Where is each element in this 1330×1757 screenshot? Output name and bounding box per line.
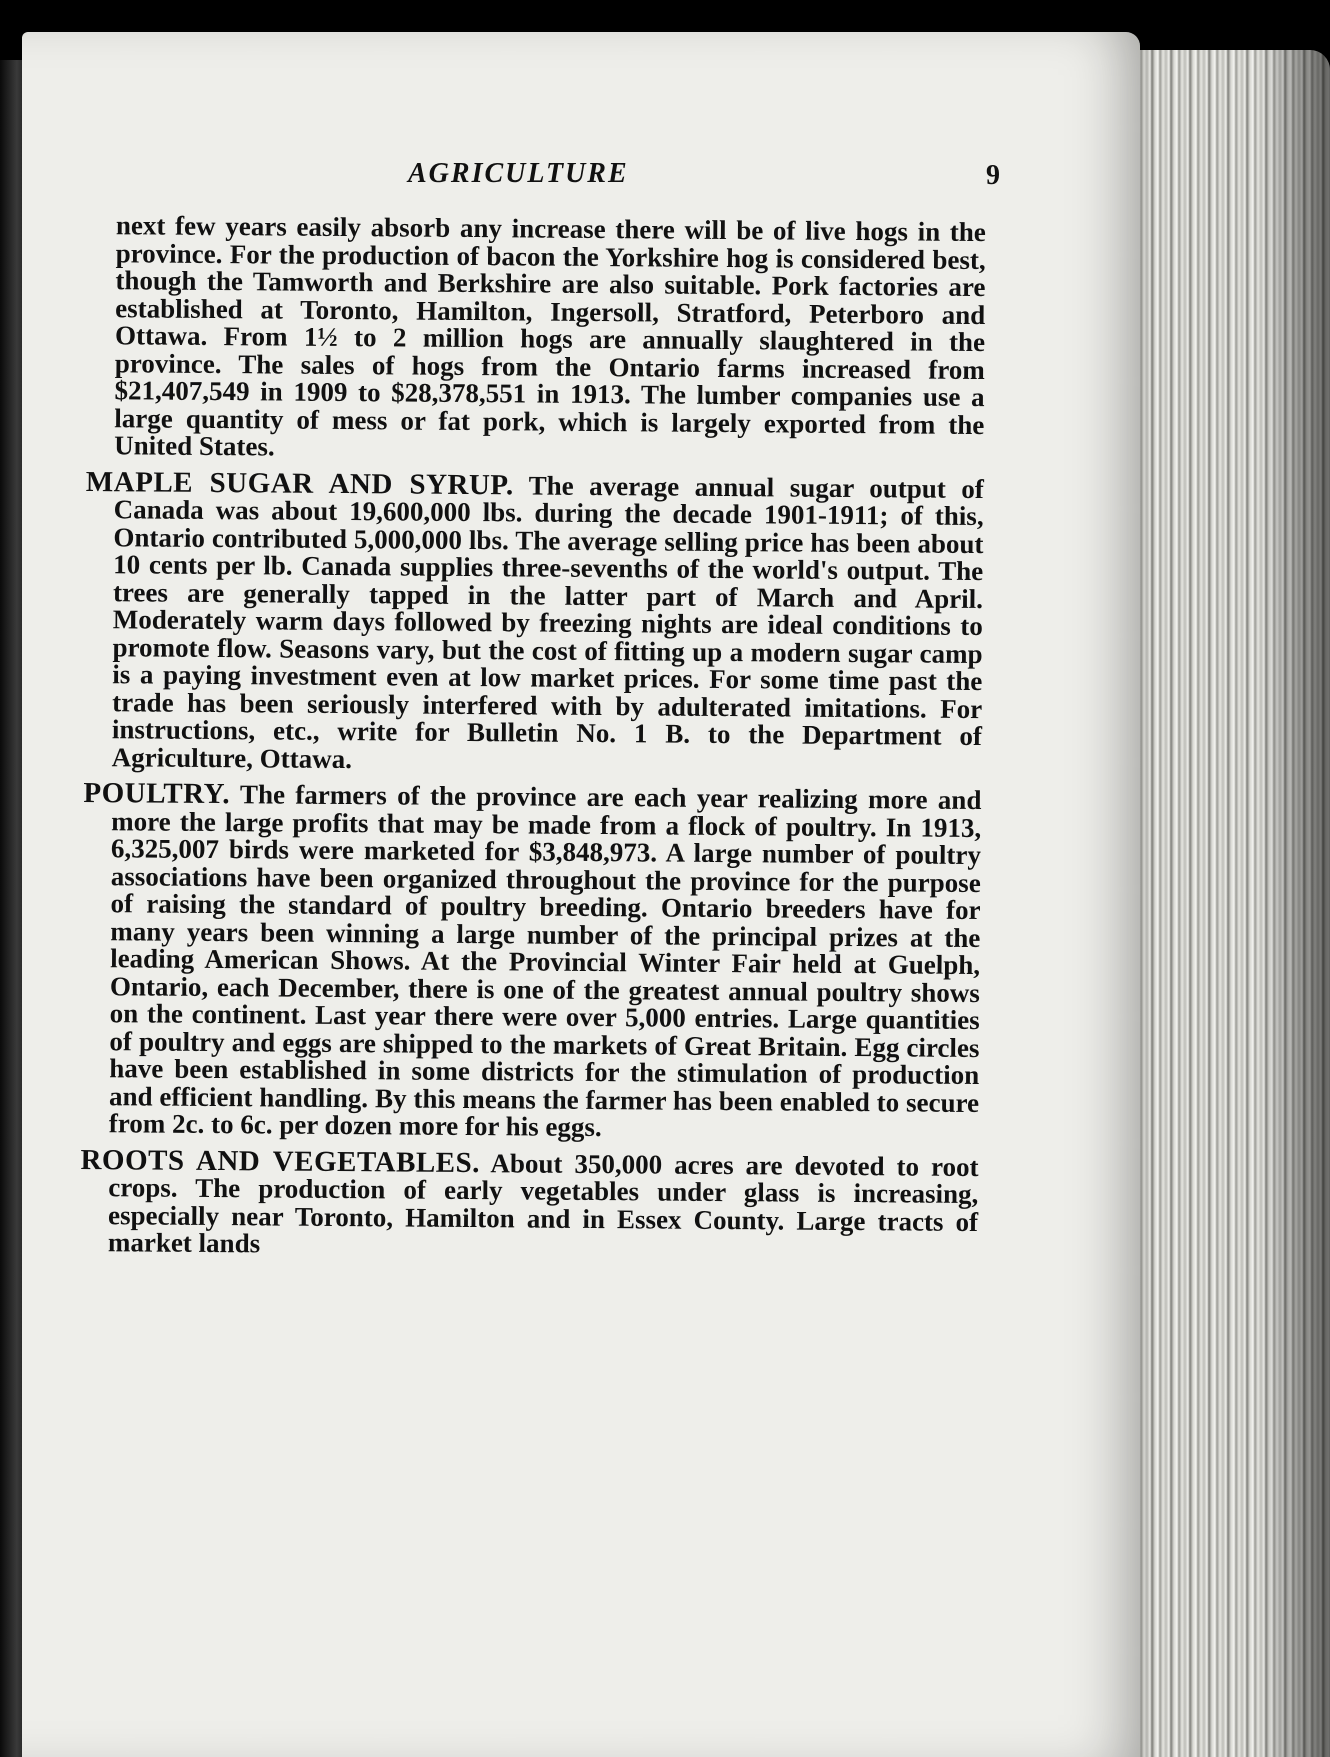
paragraph-hogs	[86, 212, 986, 467]
page-number: 9	[986, 160, 1000, 191]
paragraph-poultry	[81, 776, 982, 1145]
running-head: AGRICULTURE	[408, 158, 629, 189]
page-body	[80, 212, 986, 1273]
paragraph-text: next few years easily absorb any increase there will be of live hogs in the province. For the production of bacon the Yorkshire hog is considered best, though the Tamworth and Berkshire are also suitable. Pork factories are established at Toronto, Hamilton, Ingersoll, Stratford, Peterboro and Ottawa. From 1½ to 2 million hogs are annually slaughtered in the province. The sales of hogs from the Ontario farms increased from $21,407,549 in 1909 to $28,378,551 in 1913. The lumber companies use a large quantity of mess or fat pork, which is largely exported from the United States.	[114, 210, 986, 462]
paragraph-maple-sugar	[84, 465, 984, 778]
section-heading: POULTRY.	[83, 776, 231, 811]
section-heading: ROOTS AND VEGETABLES.	[80, 1143, 481, 1179]
paragraph-text: About 350,000 acres are devoted to root crops. The production of early vegetables under glass is increasing, especially near Toronto, Hamilton and in Essex County. Large tracts of market lands	[107, 1147, 979, 1259]
paragraph-text: The average annual sugar output of Canada was about 19,600,000 lbs. during the decade 1901-1911; of this, Ontario contributed 5,000,000 lbs. The average selling price has been about 10 cents per lb. Canada supplies three-sevenths of the world's output. The trees are generally tapped in the latter part of March and April. Moderately warm days followed by freezing nights are ideal conditions to promote flow. Seasons vary, but the cost of fitting up a modern sugar camp is a paying investment even at low market prices. For some time past the trade has been seriously interfered with by adulterated imitations. For instructions, etc., write for Bulletin No. 1 B. to the Department of Agriculture, Ottawa.	[111, 469, 984, 774]
paragraph-text: The farmers of the province are each year realizing more and more the large profits that may be made from a flock of poultry. In 1913, 6,325,007 birds were marketed for $3,848,973. A large number of poultry associations have been organized throughout the province for the purpose of raising the standard of poultry breeding. Ontario breeders have for many years been winning a large number of the principal prizes at the leading American Shows. At the Provincial Winter Fair held at Guelph, Ontario, each December, there is one of the greatest annual poultry shows on the continent. Last year there were over 5,000 entries. Large quantities of poultry and eggs are shipped to the markets of Great Britain. Egg circles have been established in some districts for the stimulation of production and efficient handling. By this means the farmer has been enabled to secure from 2c. to 6c. per dozen more for his eggs.	[108, 779, 982, 1143]
section-heading: MAPLE SUGAR AND SYRUP.	[85, 465, 514, 501]
paragraph-roots-vegetables	[80, 1143, 979, 1263]
page-header	[120, 158, 1000, 198]
